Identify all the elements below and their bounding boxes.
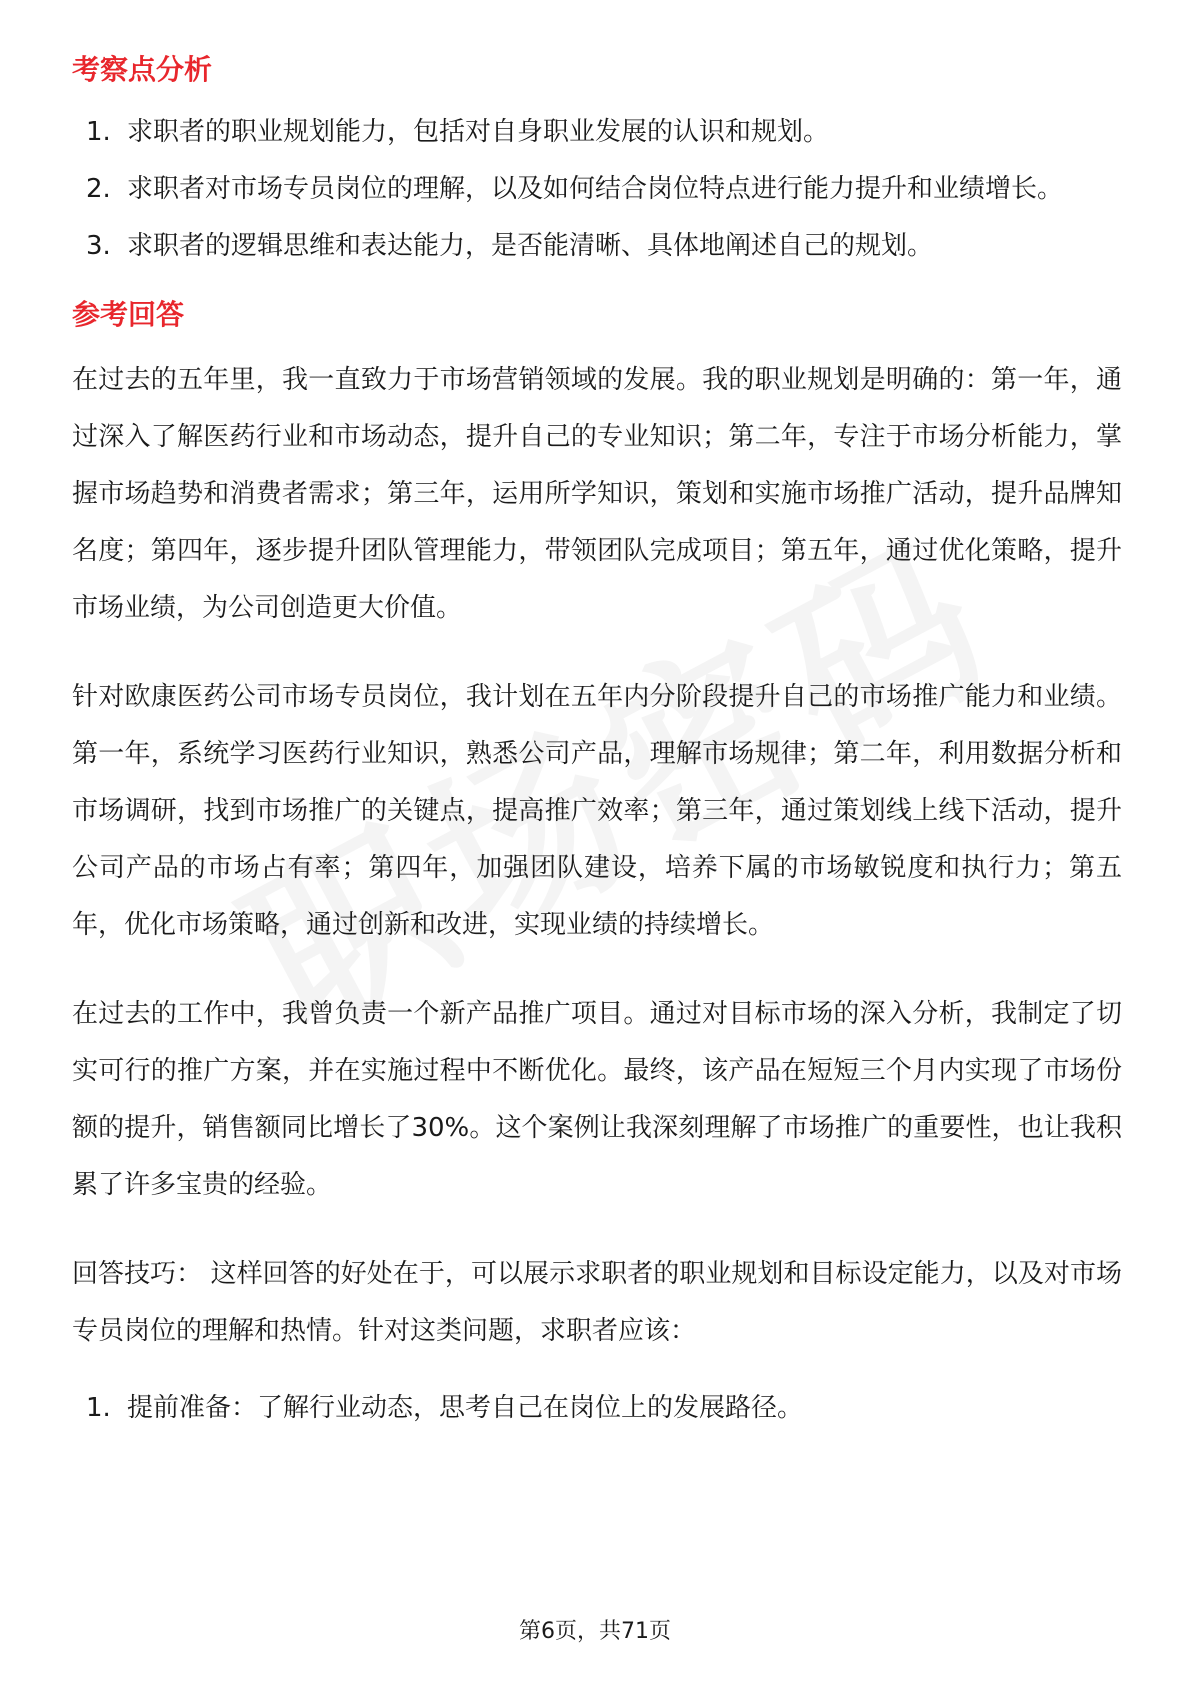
list-item — [72, 104, 1122, 161]
list-item-text: 求职者对市场专员岗位的理解，以及如何结合岗位特点进行能力提升和业绩增长。 — [127, 174, 1064, 204]
answer-paragraph: 在过去的五年里，我一直致力于市场营销领域的发展。我的职业规划是明确的：第一年，通过深入了解医药行业和市场动态，提升自己的专业知识；第二年，专注于市场分析能力，掌握市场趋势和消费者需求；第三年，运用所学知识，策划和实施市场推广活动，提升品牌知名度；第四年，逐步提升团队管理能力，带领团队完成项目；第五年，通过优化策略，提升市场业绩，为公司创造更大价值。 — [72, 365, 1122, 623]
list-item-text: 求职者的逻辑思维和表达能力，是否能清晰、具体地阐述自己的规划。 — [127, 231, 934, 261]
section-title-analysis: 考察点分析 — [72, 53, 213, 86]
tips-list — [72, 1380, 1122, 1437]
answer-tips-paragraph: 回答技巧： 这样回答的好处在于，可以展示求职者的职业规划和目标设定能力，以及对市场专员岗位的理解和热情。针对这类问题，求职者应该： — [72, 1259, 1122, 1346]
page-number: 第6页，共71页 — [519, 1619, 671, 1644]
list-item-text: 求职者的职业规划能力，包括对自身职业发展的认识和规划。 — [127, 117, 830, 147]
list-item-number: 2. — [86, 174, 111, 204]
list-item — [72, 218, 1122, 275]
list-item-number: 1. — [86, 117, 111, 147]
answer-paragraph: 针对欧康医药公司市场专员岗位，我计划在五年内分阶段提升自己的市场推广能力和业绩。第一年，系统学习医药行业知识，熟悉公司产品，理解市场规律；第二年，利用数据分析和市场调研，找到市场推广的关键点，提高推广效率；第三年，通过策划线上线下活动，提升公司产品的市场占有率；第四年，加强团队建设，培养下属的市场敏锐度和执行力；第五年，优化市场策略，通过创新和改进，实现业绩的持续增长。 — [72, 682, 1122, 940]
list-item-number: 3. — [86, 231, 111, 261]
list-item — [72, 1380, 1122, 1437]
page-content — [72, 50, 1122, 1437]
list-item-number: 1. — [86, 1393, 111, 1423]
analysis-list — [72, 104, 1122, 275]
list-item-text: 提前准备：了解行业动态，思考自己在岗位上的发展路径。 — [127, 1393, 804, 1423]
list-item — [72, 161, 1122, 218]
answer-paragraph: 在过去的工作中，我曾负责一个新产品推广项目。通过对目标市场的深入分析，我制定了切实可行的推广方案，并在实施过程中不断优化。最终，该产品在短短三个月内实现了市场份额的提升，销售额同比增长了30%。这个案例让我深刻理解了市场推广的重要性，也让我积累了许多宝贵的经验。 — [72, 999, 1122, 1200]
section-title-answer: 参考回答 — [72, 298, 185, 331]
